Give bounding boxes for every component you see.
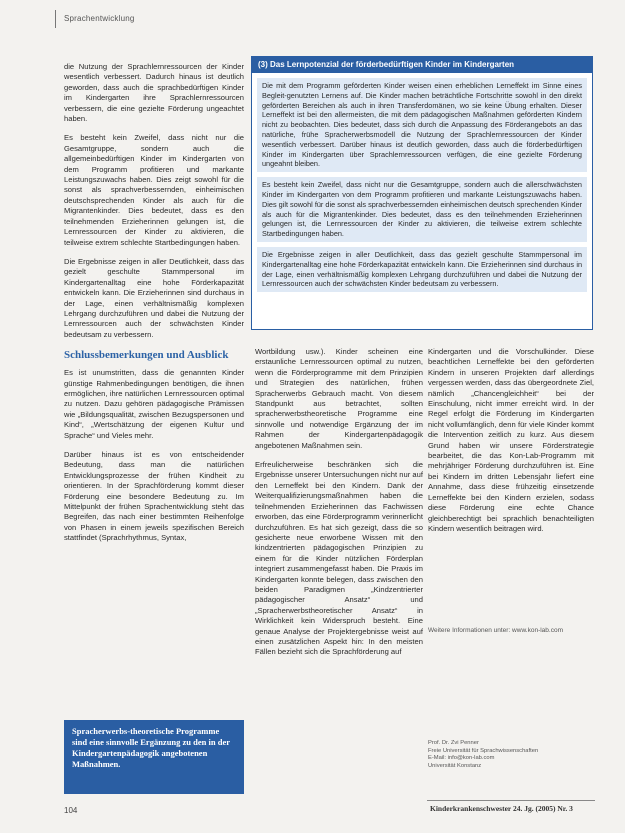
journal-name: Kinderkrankenschwester 24. Jg. (2005) Nr. 3: [430, 804, 573, 813]
credit-line: Prof. Dr. Zvi Penner: [428, 740, 479, 746]
page-number: 104: [64, 806, 78, 815]
infobox-block: Die Ergebnisse zeigen in aller Deutlichkeit, dass das gezielt geschulte Stammpersonal im Kindergartenalltag eine hohe Förderkapazität entwickeln kann. Die Erzieherinnen sind durchaus in der Lage, einen verhältnismäßig komplexen Lehrgang durchzuführen und dabei die Nutzung der Lernressourcen auch der schwächsten Kinder bedeutsam zu verbessern.: [257, 247, 587, 292]
infobox-block: Die mit dem Programm geförderten Kinder weisen einen erheblichen Lerneffekt im Sinne eines Begleit-genutzten Lernens auf. Die Kinder machen beträchtliche Fortschritte sowohl in den direkt geförderten Bereichen als auch in ihren Transferdomänen, wo sie keine Übung erhalten. Dieser Lerneffekt ist bei den allermeisten, die mit dem pädagogischen Maßnahmen geförderten Kindern nicht zu beobachten. Dies bedeutet, dass sich durch die Anpassung des Förderangebots an das natürliche, frühe Spracherwerbsmodell die Nutzung der Sprachlernressourcen der Kinder wesentlich verbessert. Darüber hinaus ist deutlich geworden, dass auch die förderbedürftigen Kinder im Kindergarten über Sprachlernressourcen verfügen, die eine gezielte Förderung ungeahnt bleiben.: [257, 78, 587, 172]
header-rule: [55, 10, 56, 28]
left-paragraph-1: die Nutzung der Sprachlernressourcen der Kinder wesentlich verbessert. Dadurch hinaus ist deutlich geworden, dass auch die sprachbedürftigen Kinder im Kindergarten ihre Sprachlernressourcen verbessern, die eine gezielte Förderung ungeachtet haben.: [64, 62, 244, 124]
infobox-title: (3) Das Lernpotenzial der förderbedürftigen Kinder im Kindergarten: [252, 57, 592, 73]
left-column: [64, 62, 244, 553]
infobox-body: [252, 73, 592, 301]
mid-paragraph-2: Erfreulicherweise beschränken sich die Ergebnisse unserer Untersuchungen nicht nur auf den Lerneffekt bei den Kindern. Dank der Weiterqualifizierungsmaßnahmen haben die teilnehmenden Erzieherinnen das Fachwissen erworben, das eine Förderprogramm verinnerlicht durchzuführen. Es hat sich gezeigt, dass die so gesicherte neue erworbene Wissen mit den kindzentrierten pädagogischen Prinzipien zu einem für die Kinder nützlichen Förderplan integriert zusammengefasst haben. Die Praxis im Kindergarten konnte belegen, dass zwischen den beiden Paradigmen „Kindzentrierter pädagogischer Ansatz“ und „Spracherwerbstheoretischer Ansatz“ in Wirklichkeit kein Widerspruch besteht. Eine genaue Analyse der Projektergebnisse weist auf einen zusätzlichen Aspekt hin: In den meisten Fällen bezieht sich die Sprachförderung auf: [255, 460, 423, 657]
author-credits: [428, 740, 594, 770]
pull-quote: Spracherwerbs-theoretische Programme sind eine sinnvolle Ergänzung zu den in der Kindergartenpädagogik angebotenen Maßnahmen.: [64, 720, 244, 794]
journal-reference: [430, 804, 573, 813]
source-link[interactable]: Weitere Informationen unter: www.kon-lab.com: [428, 627, 563, 634]
credit-line: E-Mail: info@kon-lab.com: [428, 755, 495, 761]
infobox: [251, 56, 593, 330]
footer-rule: [427, 800, 595, 801]
section-heading: Schlussbemerkungen und Ausblick: [64, 349, 229, 362]
left-paragraph-2: Es besteht kein Zweifel, dass nicht nur die Gesamtgruppe, sondern auch die allgemeinbedürftigen Kinder im Kindergarten von dem Programm profitieren und markante Leistungszuwachs haben. Dies zeigt sowohl für die sonst als sprachverbessernden, einheimischen deutschsprechenden Kinder als auch für die Migrantenkinder. Dies bedeutet, dass es den teilnehmenden Erzieherinnen gelungen ist, die Lernressourcen der Kinder zu aktivieren, die teilweise extrem schlechte Startbedingungen haben.: [64, 133, 244, 247]
right-paragraph-1: Kindergarten und die Vorschulkinder. Diese beachtlichen Lerneffekte bei den geförderten Kindern in unseren Projekten darf allerdings vergessen werden, dass das übergeordnete Ziel, nämlich „Chancengleichheit“ bei der Einschulung, nicht immer erreicht wird. In der Regel erfolgt die Förderung im Kindergarten nicht vollumfänglich, denn für viele Kinder kommt die Intervention zeitlich zu kurz. Aus diesem Grund haben wir unsere Förderstrategie bearbeitet, die das Kon-Lab-Programm mit mehrjähriger Förderung durchzuführen ist. Eine bei Kindern im dritten Lebensjahr liefert eine Annahme, dass diese frühzeitig einsetzende Lerneffekte bei den Kindern erzielen, sodass diese Förderung eine echte Chance gleichberechtigt bei sprachlich benachteiligten Kindern wesentlich beitragen wird.: [428, 347, 594, 533]
credit-line: Universität Konstanz: [428, 762, 482, 769]
running-header: Sprachentwicklung: [64, 14, 135, 23]
left-paragraph-3: Die Ergebnisse zeigen in aller Deutlichkeit, dass das gezielt geschulte Stammpersonal im Kindergartenalltag eine hohe Förderkapazität entwickeln kann. Die Erzieherinnen sind durchaus in der Lage, einen verhältnismäßig komplexen Lehrgang durchzuführen und dabei die Nutzung der Lernressourcen auch der schwächsten Kinder bedeutsam zu verbessern.: [64, 256, 244, 339]
right-column: [428, 347, 594, 543]
left-paragraph-5: Darüber hinaus ist es von entscheidender Bedeutung, dass man die natürlichen Entwicklungsprozesse der frühen Kindheit zu orientieren. In der Sprachförderung kommt dieser Förderung eine besondere Bedeutung zu. Im Mittelpunkt der frühen Sprachentwicklung steht das Begreifen, das nach einer bestimmten Reihenfolge von Phasen in einem jeweils spezifischen Bereich stattfindet (Sprachrhythmus, Syntax,: [64, 450, 244, 543]
middle-column: [255, 347, 423, 667]
left-paragraph-4: Es ist unumstritten, dass die genannten Kinder günstige Rahmenbedingungen benötigen, die ihnen ermöglichen, ihre natürlichen Lernressourcen optimal zu nutzen. Dazu gehören pädagogische Prämissen wie „Bildungsqualität, zwischen Bezugspersonen und Kind“, „Wertschätzung der eigenen Kultur und Sprache“ und Vieles mehr.: [64, 368, 244, 440]
mid-paragraph-1: Wortbildung usw.). Kinder scheinen eine erstaunliche Lernressourcen optimal zu nutzen, wenn die Förderprogramme mit dem Prinzipien und Strategien des natürlichen, frühen Spracherwerbs Gebrauch macht. Von diesem Standpunkt aus betrachtet, sollten spracherwerbstheoretische Programme eine sinnvolle und notwendige Ergänzung der im Rahmen der Kindergartenpädagogik angebotenen Maßnahmen sein.: [255, 347, 423, 450]
credit-line: Freie Universität für Sprachwissenschaften: [428, 747, 539, 754]
infobox-block: Es besteht kein Zweifel, dass nicht nur die Gesamtgruppe, sondern auch die allerschwächsten Kinder im Kindergarten von dem Programm profitieren und markante Leistungszuwachs haben. Dies gilt sowohl für die sonst als sprachverbessernden einheimischen deutsch sprechenden Kinder als auch für die Migrantenkinder. Dies bedeutet, dass es den teilnehmenden Erzieherinnen gelungen ist, die Lernressourcen der Kinder zu aktivieren, die teilweise extrem schlechte Startbedingungen haben.: [257, 177, 587, 242]
